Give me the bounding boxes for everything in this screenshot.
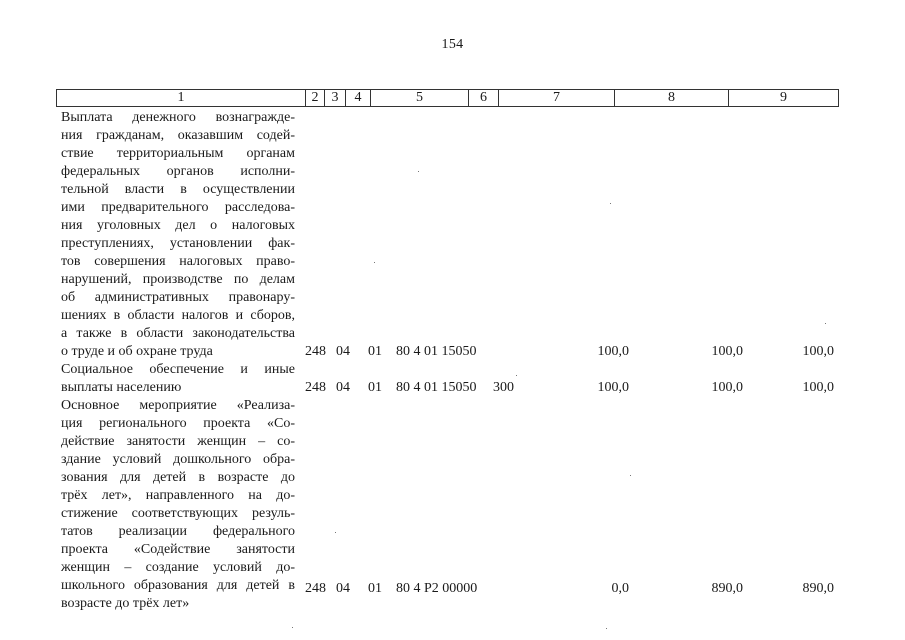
- row-3-line: возрасте до трёх лет»: [61, 596, 190, 611]
- row-1-c9: 100,0: [802, 344, 834, 359]
- scan-speck: [418, 171, 419, 172]
- scan-speck: [825, 323, 826, 324]
- row-1-line: об административных правонару-: [61, 290, 295, 305]
- row-2-c4: 01: [368, 380, 382, 395]
- row-3-line: татов реализации федерального: [61, 524, 295, 539]
- row-3-c4: 01: [368, 581, 382, 596]
- page-number: 154: [441, 37, 464, 52]
- row-3-c2: 248: [305, 581, 326, 596]
- row-3-c9: 890,0: [802, 581, 834, 596]
- row-2-description: [61, 361, 295, 397]
- row-3-line: трёх лет», направленного на до-: [61, 488, 295, 503]
- row-1-line: тельной власти в осуществлении: [61, 182, 295, 197]
- scan-speck: [374, 262, 375, 263]
- row-1-line: федеральных органов исполни-: [61, 164, 295, 179]
- row-3-line: школьного образования для детей в: [61, 578, 295, 593]
- header-col-5: 5: [371, 90, 469, 106]
- row-3-line: зования для детей в возрасте до: [61, 470, 295, 485]
- row-1-line: о труде и об охране труда: [61, 344, 213, 359]
- row-3-line: ция регионального проекта «Со-: [61, 416, 295, 431]
- row-1-description: [61, 109, 295, 361]
- header-col-2: 2: [306, 90, 325, 106]
- row-2-c3: 04: [336, 380, 350, 395]
- header-col-9: 9: [780, 90, 787, 105]
- row-1-line: а также в области законодательства: [61, 326, 295, 341]
- header-col-4: 4: [346, 90, 371, 106]
- row-3-line: проекта «Содействие занятости: [61, 542, 295, 557]
- row-1-c8: 100,0: [711, 344, 743, 359]
- row-2-c6: 300: [493, 380, 514, 395]
- row-1-c7: 100,0: [597, 344, 629, 359]
- row-1-line: шениях в области налогов и сборов,: [61, 308, 295, 323]
- row-1-line: нарушений, производстве по делам: [61, 272, 295, 287]
- row-1-c3: 04: [336, 344, 350, 359]
- row-1-c5: 80 4 01 15050: [396, 344, 477, 359]
- scan-speck: [606, 628, 607, 629]
- header-col-7: 7: [499, 90, 615, 106]
- row-2-line: выплаты населению: [61, 380, 182, 395]
- row-2-c8: 100,0: [711, 380, 743, 395]
- row-3-c7: 0,0: [611, 581, 629, 596]
- scan-speck: [516, 375, 517, 376]
- scan-speck: [610, 203, 611, 204]
- scan-speck: [630, 475, 631, 476]
- scan-speck: [292, 627, 293, 628]
- row-3-line: действие занятости женщин – со-: [61, 434, 295, 449]
- row-3-line: стижение соответствующих резуль-: [61, 506, 295, 521]
- row-3-line: Основное мероприятие «Реализа-: [61, 398, 295, 413]
- row-2-c9: 100,0: [802, 380, 834, 395]
- row-3-line: женщин – создание условий до-: [61, 560, 295, 575]
- row-1-line: ния гражданам, оказавшим содей-: [61, 128, 295, 143]
- scan-speck: [335, 532, 336, 533]
- row-1-line: тов совершения налоговых право-: [61, 254, 295, 269]
- row-1-line: преступлениях, установлении фак-: [61, 236, 295, 251]
- row-1-line: ствие территориальным органам: [61, 146, 295, 161]
- row-1-c4: 01: [368, 344, 382, 359]
- row-3-line: здание условий дошкольного обра-: [61, 452, 295, 467]
- row-1-line: Выплата денежного вознагражде-: [61, 110, 295, 125]
- table-header-row: [56, 89, 839, 107]
- header-col-6: 6: [469, 90, 499, 106]
- row-3-c3: 04: [336, 581, 350, 596]
- row-3-c5: 80 4 P2 00000: [396, 581, 478, 596]
- header-col-8: 8: [615, 90, 729, 106]
- header-col-1: 1: [57, 90, 306, 106]
- row-2-c2: 248: [305, 380, 326, 395]
- row-1-line: ими предварительного расследова-: [61, 200, 295, 215]
- header-col-3: 3: [325, 90, 346, 106]
- row-3-description: [61, 397, 295, 613]
- row-1-line: ния уголовных дел о налоговых: [61, 218, 295, 233]
- row-2-c7: 100,0: [597, 380, 629, 395]
- row-3-c8: 890,0: [711, 581, 743, 596]
- row-2-line: Социальное обеспечение и иные: [61, 362, 295, 377]
- row-2-c5: 80 4 01 15050: [396, 380, 477, 395]
- row-1-c2: 248: [305, 344, 326, 359]
